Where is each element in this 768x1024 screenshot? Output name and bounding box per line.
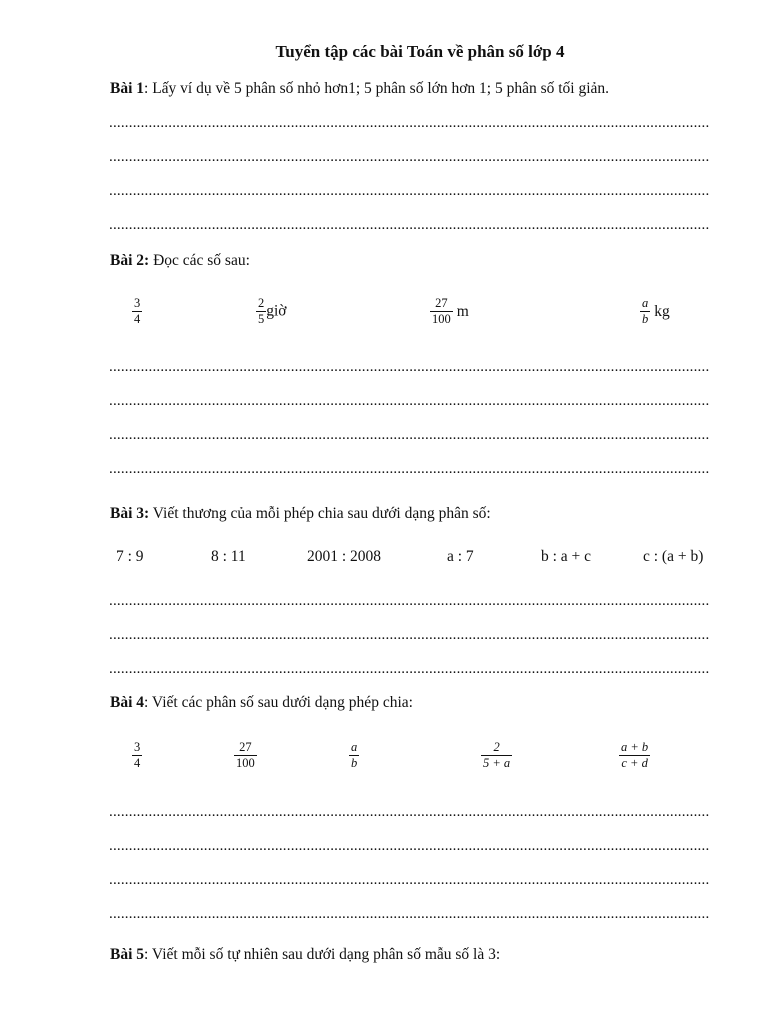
numerator: a (642, 296, 649, 310)
numerator: 2 (493, 740, 500, 754)
answer-line: ........................................................................................................................................................ (109, 117, 710, 129)
fraction (132, 740, 142, 771)
division-item: b : a + c (541, 548, 592, 565)
denominator: 5 (258, 312, 265, 326)
q4-item-4 (481, 740, 512, 771)
q4-item-3 (349, 740, 359, 771)
division-item: 2001 : 2008 (307, 548, 382, 565)
q4-item-2 (234, 740, 257, 771)
q2-item-1 (132, 296, 142, 327)
denominator: b (642, 312, 649, 326)
fraction (132, 296, 142, 327)
question-3-text: Viết thương của mỗi phép chia sau dưới dạng phân số: (149, 505, 491, 522)
division-item: 7 : 9 (116, 548, 144, 565)
numerator: a (351, 740, 358, 754)
q4-item-1 (132, 740, 142, 771)
fraction (619, 740, 650, 771)
unit: giờ (266, 302, 287, 320)
denominator: 5 + a (483, 756, 511, 770)
answer-line: ........................................................................................................................................................ (109, 151, 710, 163)
answer-line: ........................................................................................................................................................ (109, 874, 710, 886)
q4-item-5 (619, 740, 650, 771)
question-5 (110, 946, 500, 964)
denominator: 100 (432, 312, 451, 326)
numerator: 27 (239, 740, 252, 754)
answer-line: ........................................................................................................................................................ (109, 185, 710, 197)
fraction (234, 740, 257, 771)
question-4-text: : Viết các phân số sau dưới dạng phép chia: (144, 694, 413, 711)
denominator: 100 (236, 756, 255, 770)
answer-line: ........................................................................................................................................................ (109, 429, 710, 441)
question-4 (110, 694, 413, 712)
answer-line: ........................................................................................................................................................ (109, 663, 710, 675)
denominator: 4 (134, 312, 141, 326)
numerator: a + b (621, 740, 649, 754)
answer-line: ........................................................................................................................................................ (109, 395, 710, 407)
fraction (430, 296, 453, 327)
answer-line: ........................................................................................................................................................ (109, 463, 710, 475)
fraction (481, 740, 512, 771)
answer-line: ........................................................................................................................................................ (109, 806, 710, 818)
question-2 (110, 252, 250, 270)
denominator: b (351, 756, 358, 770)
question-3 (110, 505, 491, 523)
question-1 (110, 80, 609, 98)
numerator: 3 (134, 296, 141, 310)
unit: m (456, 302, 469, 320)
q2-item-2 (256, 296, 287, 327)
fraction (256, 296, 266, 327)
answer-line: ........................................................................................................................................................ (109, 908, 710, 920)
question-1-text: : Lấy ví dụ về 5 phân số nhỏ hơn1; 5 phân số lớn hơn 1; 5 phân số tối giản. (144, 80, 610, 97)
question-4-label: Bài 4 (110, 694, 145, 711)
question-5-text: : Viết mỗi số tự nhiên sau dưới dạng phân số mẫu số là 3: (144, 946, 501, 963)
unit: kg (654, 302, 670, 320)
q2-item-4 (640, 296, 670, 327)
numerator: 27 (435, 296, 448, 310)
denominator: c + d (621, 756, 648, 770)
question-1-label: Bài 1 (110, 80, 145, 97)
answer-line: ........................................................................................................................................................ (109, 219, 710, 231)
denominator: 4 (134, 756, 141, 770)
answer-line: ........................................................................................................................................................ (109, 595, 710, 607)
fraction (640, 296, 650, 327)
question-2-text: Đọc các số sau: (149, 252, 250, 269)
fraction (349, 740, 359, 771)
question-2-label: Bài 2: (110, 252, 150, 269)
page-title: Tuyển tập các bài Toán về phân số lớp 4 (275, 42, 565, 61)
division-item: 8 : 11 (211, 548, 246, 565)
answer-line: ........................................................................................................................................................ (109, 361, 710, 373)
answer-line: ........................................................................................................................................................ (109, 840, 710, 852)
question-5-label: Bài 5 (110, 946, 145, 963)
answer-line: ........................................................................................................................................................ (109, 629, 710, 641)
numerator: 2 (258, 296, 265, 310)
q2-item-3 (430, 296, 469, 327)
division-item: a : 7 (447, 548, 474, 565)
division-item: c : (a + b) (643, 548, 704, 565)
question-3-label: Bài 3: (110, 505, 150, 522)
numerator: 3 (134, 740, 141, 754)
